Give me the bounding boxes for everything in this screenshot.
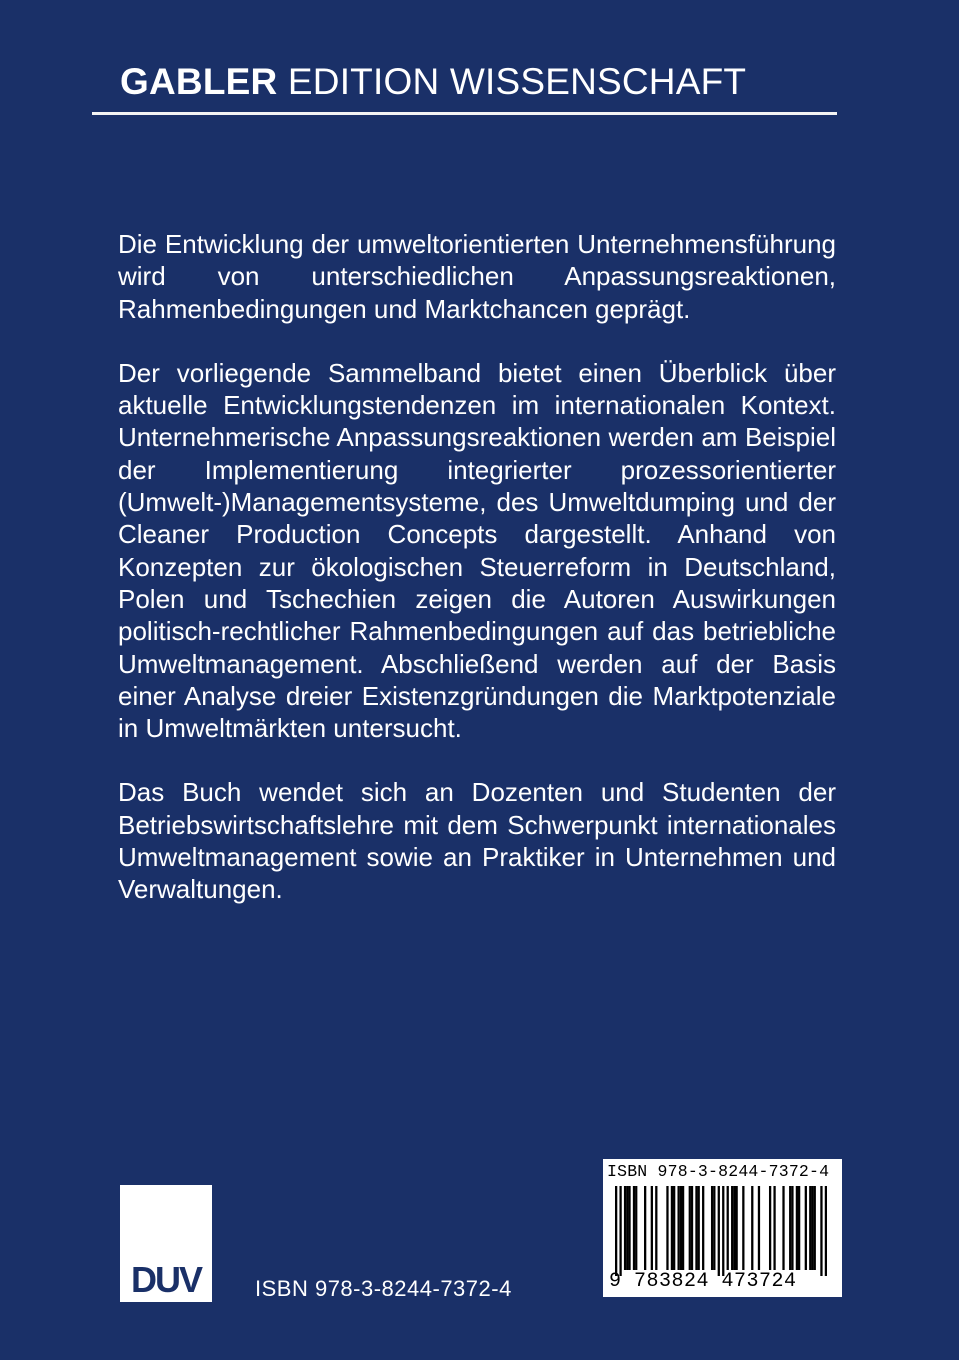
barcode-bar [742,1186,744,1270]
barcode-bar [805,1186,807,1270]
barcode-bar [624,1186,626,1270]
barcode-bar [689,1186,691,1270]
publisher-logo-text: DUV [130,1259,201,1300]
barcode-bar [814,1186,816,1270]
barcode-bar [651,1186,653,1270]
barcode-bar [782,1186,784,1270]
barcode-bar [702,1186,704,1270]
barcode-bar [644,1186,646,1270]
series-name: EDITION WISSENSCHAFT [287,61,747,102]
barcode-bar [773,1186,775,1270]
barcode-bar [718,1186,720,1276]
barcode-bar [615,1186,617,1276]
barcode-bar [666,1186,668,1270]
barcode-bar [727,1186,729,1270]
barcode-bar [680,1186,682,1270]
barcode-bar [731,1186,733,1270]
publisher-brand: GABLER [120,61,278,102]
barcode-bar [691,1186,693,1270]
header-rule [92,112,837,115]
barcode-bar [796,1186,798,1270]
barcode-bar [758,1186,760,1270]
blurb-paragraph: Die Entwicklung der umweltorientierten Unternehmensführung wird von unterschiedlichen Anpassungsreaktionen, Rahmenbedingungen und Marktchancen geprägt. [118,229,836,324]
barcode-bars [615,1186,827,1276]
barcode-bar [619,1186,621,1276]
barcode-bar [626,1186,628,1270]
barcode-bar [671,1186,673,1270]
barcode-bar [789,1186,791,1270]
barcode-bar [733,1186,735,1270]
barcode-isbn: ISBN 978-3-8244-7372-4 [607,1162,830,1181]
publisher-logo [120,1185,212,1302]
barcode-bar [769,1186,771,1270]
barcode-bar [677,1186,679,1270]
back-cover-blurb [118,228,836,938]
barcode-bar [811,1186,813,1270]
barcode-bar [736,1186,738,1270]
barcode-digits: 9 783824 473724 [609,1270,797,1293]
barcode-bar [751,1186,753,1270]
barcode-bar [673,1186,675,1270]
barcode-bar [628,1186,630,1270]
barcode-bar [633,1186,635,1270]
barcode-bar [655,1186,657,1270]
barcode-bar [820,1186,822,1276]
blurb-paragraph: Das Buch wendet sich an Dozenten und Studenten der Betriebswirtschaftslehre mit dem Schwerpunkt internationales Umweltmanagement sowie an Praktiker in Unternehmen und Verwaltungen. [118,777,836,905]
barcode-bar [698,1186,700,1270]
isbn-label: ISBN 978-3-8244-7372-4 [255,1276,512,1301]
barcode-bar [682,1186,684,1270]
barcode-bar [695,1186,697,1270]
barcode-bar [722,1186,724,1276]
barcode-bar [711,1186,713,1270]
barcode-bar [798,1186,800,1270]
series-header [120,60,746,104]
barcode-bar [809,1186,811,1270]
barcode-bar [825,1186,827,1276]
barcode-bar [635,1186,637,1270]
barcode [603,1159,842,1297]
barcode-bar [791,1186,793,1270]
blurb-paragraph: Der vorliegende Sammelband bietet einen Überblick über aktuelle Entwicklungstendenzen im internationalen Kontext. Unternehmerische Anpassungsreaktionen werden am Beispiel der Implementierung integrierter prozessorientierter (Umwelt-)Managementsysteme, des Umweltdumping und der Cleaner Production Concepts dargestellt. Anhand von Konzepten zur ökologischen Steuerreform in Deutschland, Polen und Tschechien zeigen die Autoren Auswirkungen politisch-rechtlicher Rahmenbedingungen auf das betriebliche Umweltmanagement. Abschließend werden auf der Basis einer Analyse dreier Existenzgründungen die Marktpotenziale in Umweltmärkten untersucht. [118,357,836,744]
barcode-bar [713,1186,715,1270]
